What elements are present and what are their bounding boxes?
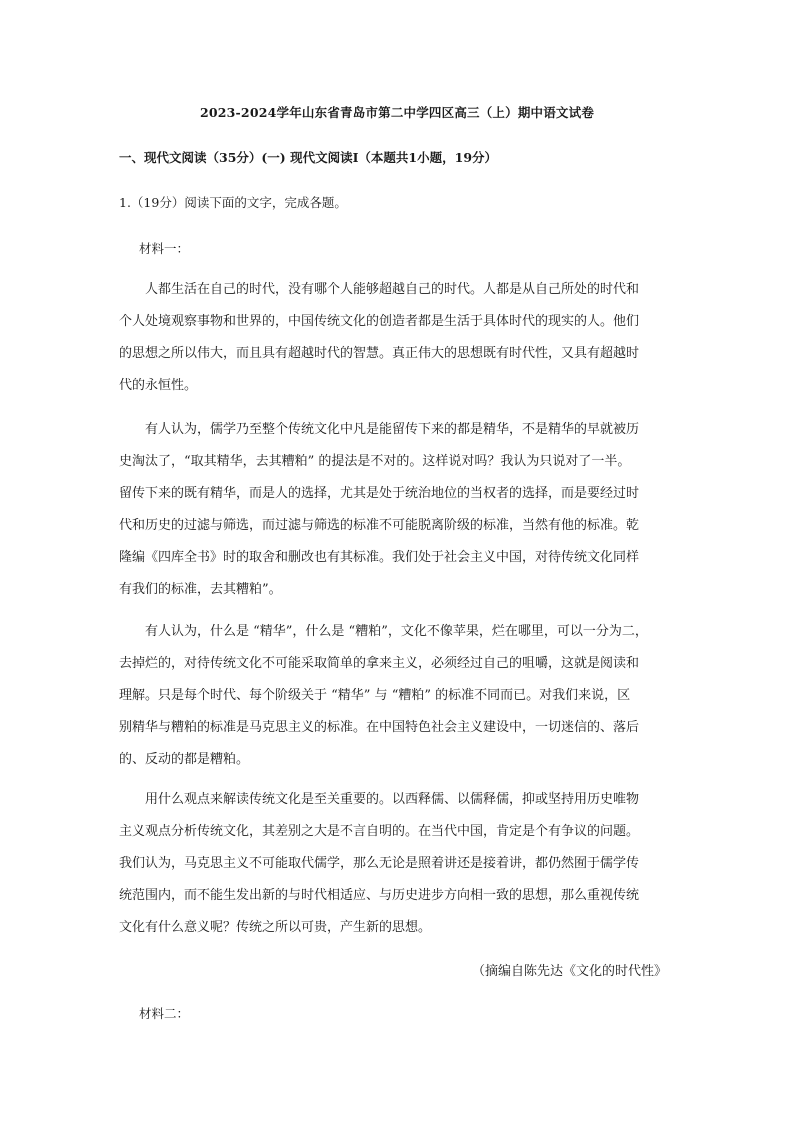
paragraph-line: 别精华与糟粕的标准是马克思主义的标准。在中国特色社会主义建设中，一切迷信的、落后 bbox=[119, 720, 640, 735]
material-one-label: 材料一： bbox=[139, 241, 190, 256]
paragraph-line: 留传下来的既有精华，而是人的选择，尤其是处于统治地位的当权者的选择，而是要经过时 bbox=[119, 486, 640, 501]
paragraph-line: 我们认为，马克思主义不可能取代儒学，那么无论是照着讲还是接着讲，都仍然囿于儒学传 bbox=[119, 856, 640, 871]
section-heading: 一、现代文阅读（35分）(一) 现代文阅读Ⅰ（本题共1小题，19分） bbox=[119, 150, 498, 165]
question-prompt: 1.（19分）阅读下面的文字，完成各题。 bbox=[119, 195, 347, 210]
paragraph-2 bbox=[119, 414, 689, 606]
paragraph-line: 文化有什么意义呢？传统之所以可贵，产生新的思想。 bbox=[119, 920, 432, 935]
paragraph-line: 有我们的标准，去其糟粕”。 bbox=[119, 582, 282, 597]
paragraph-line: 统范围内，而不能生发出新的与时代相适应、与历史进步方向相一致的思想，那么重视传统 bbox=[119, 888, 640, 903]
paragraph-line: 有人认为，什么是 “精华”，什么是 “糟粕”，文化不像苹果，烂在哪里，可以一分为二， bbox=[145, 624, 648, 639]
paragraph-line: 主义观点分析传统文化，其差别之大是不言自明的。在当代中国，肯定是个有争议的问题。 bbox=[119, 824, 640, 839]
material-two-label: 材料二： bbox=[139, 1006, 190, 1021]
paragraph-line: 代和历史的过滤与筛选，而过滤与筛选的标准不可能脱离阶级的标准，当然有他的标准。乾 bbox=[119, 518, 640, 533]
paragraph-line: 有人认为，儒学乃至整个传统文化中凡是能留传下来的都是精华，不是精华的早就被历 bbox=[145, 422, 640, 437]
paragraph-line: 的、反动的都是糟粕。 bbox=[119, 752, 250, 767]
paragraph-3 bbox=[119, 616, 689, 776]
paragraph-line: 人都生活在自己的时代，没有哪个人能够超越自己的时代。人都是从自己所处的时代和 bbox=[145, 282, 640, 297]
source-citation: （摘编自陈先达《文化的时代性》 bbox=[471, 964, 667, 979]
paragraph-line: 史淘汰了，“取其精华，去其糟粕” 的提法是不对的。这样说对吗？我认为只说对了一半。 bbox=[119, 454, 631, 469]
paragraph-line: 隆编《四库全书》时的取舍和删改也有其标准。我们处于社会主义中国，对待传统文化同样 bbox=[119, 550, 640, 565]
exam-title: 2023-2024学年山东省青岛市第二中学四区高三（上）期中语文试卷 bbox=[199, 105, 595, 120]
paragraph-1 bbox=[119, 274, 689, 402]
paragraph-line: 用什么观点来解读传统文化是至关重要的。以西释儒、以儒释儒，抑或坚持用历史唯物 bbox=[145, 792, 640, 807]
paragraph-line: 理解。只是每个时代、每个阶级关于 “精华” 与 “糟粕” 的标准不同而已。对我们来说，区 bbox=[119, 688, 631, 703]
paragraph-line: 个人处境观察事物和世界的，中国传统文化的创造者都是生活于具体时代的现实的人。他们 bbox=[119, 314, 640, 329]
paragraph-line: 的思想之所以伟大，而且具有超越时代的智慧。真正伟大的思想既有时代性，又具有超越时 bbox=[119, 346, 640, 361]
paragraph-line: 代的永恒性。 bbox=[119, 378, 198, 393]
paragraph-4 bbox=[119, 784, 689, 944]
paragraph-line: 去掉烂的，对待传统文化不可能采取简单的拿来主义，必须经过自己的咀嚼，这就是阅读和 bbox=[119, 656, 640, 671]
